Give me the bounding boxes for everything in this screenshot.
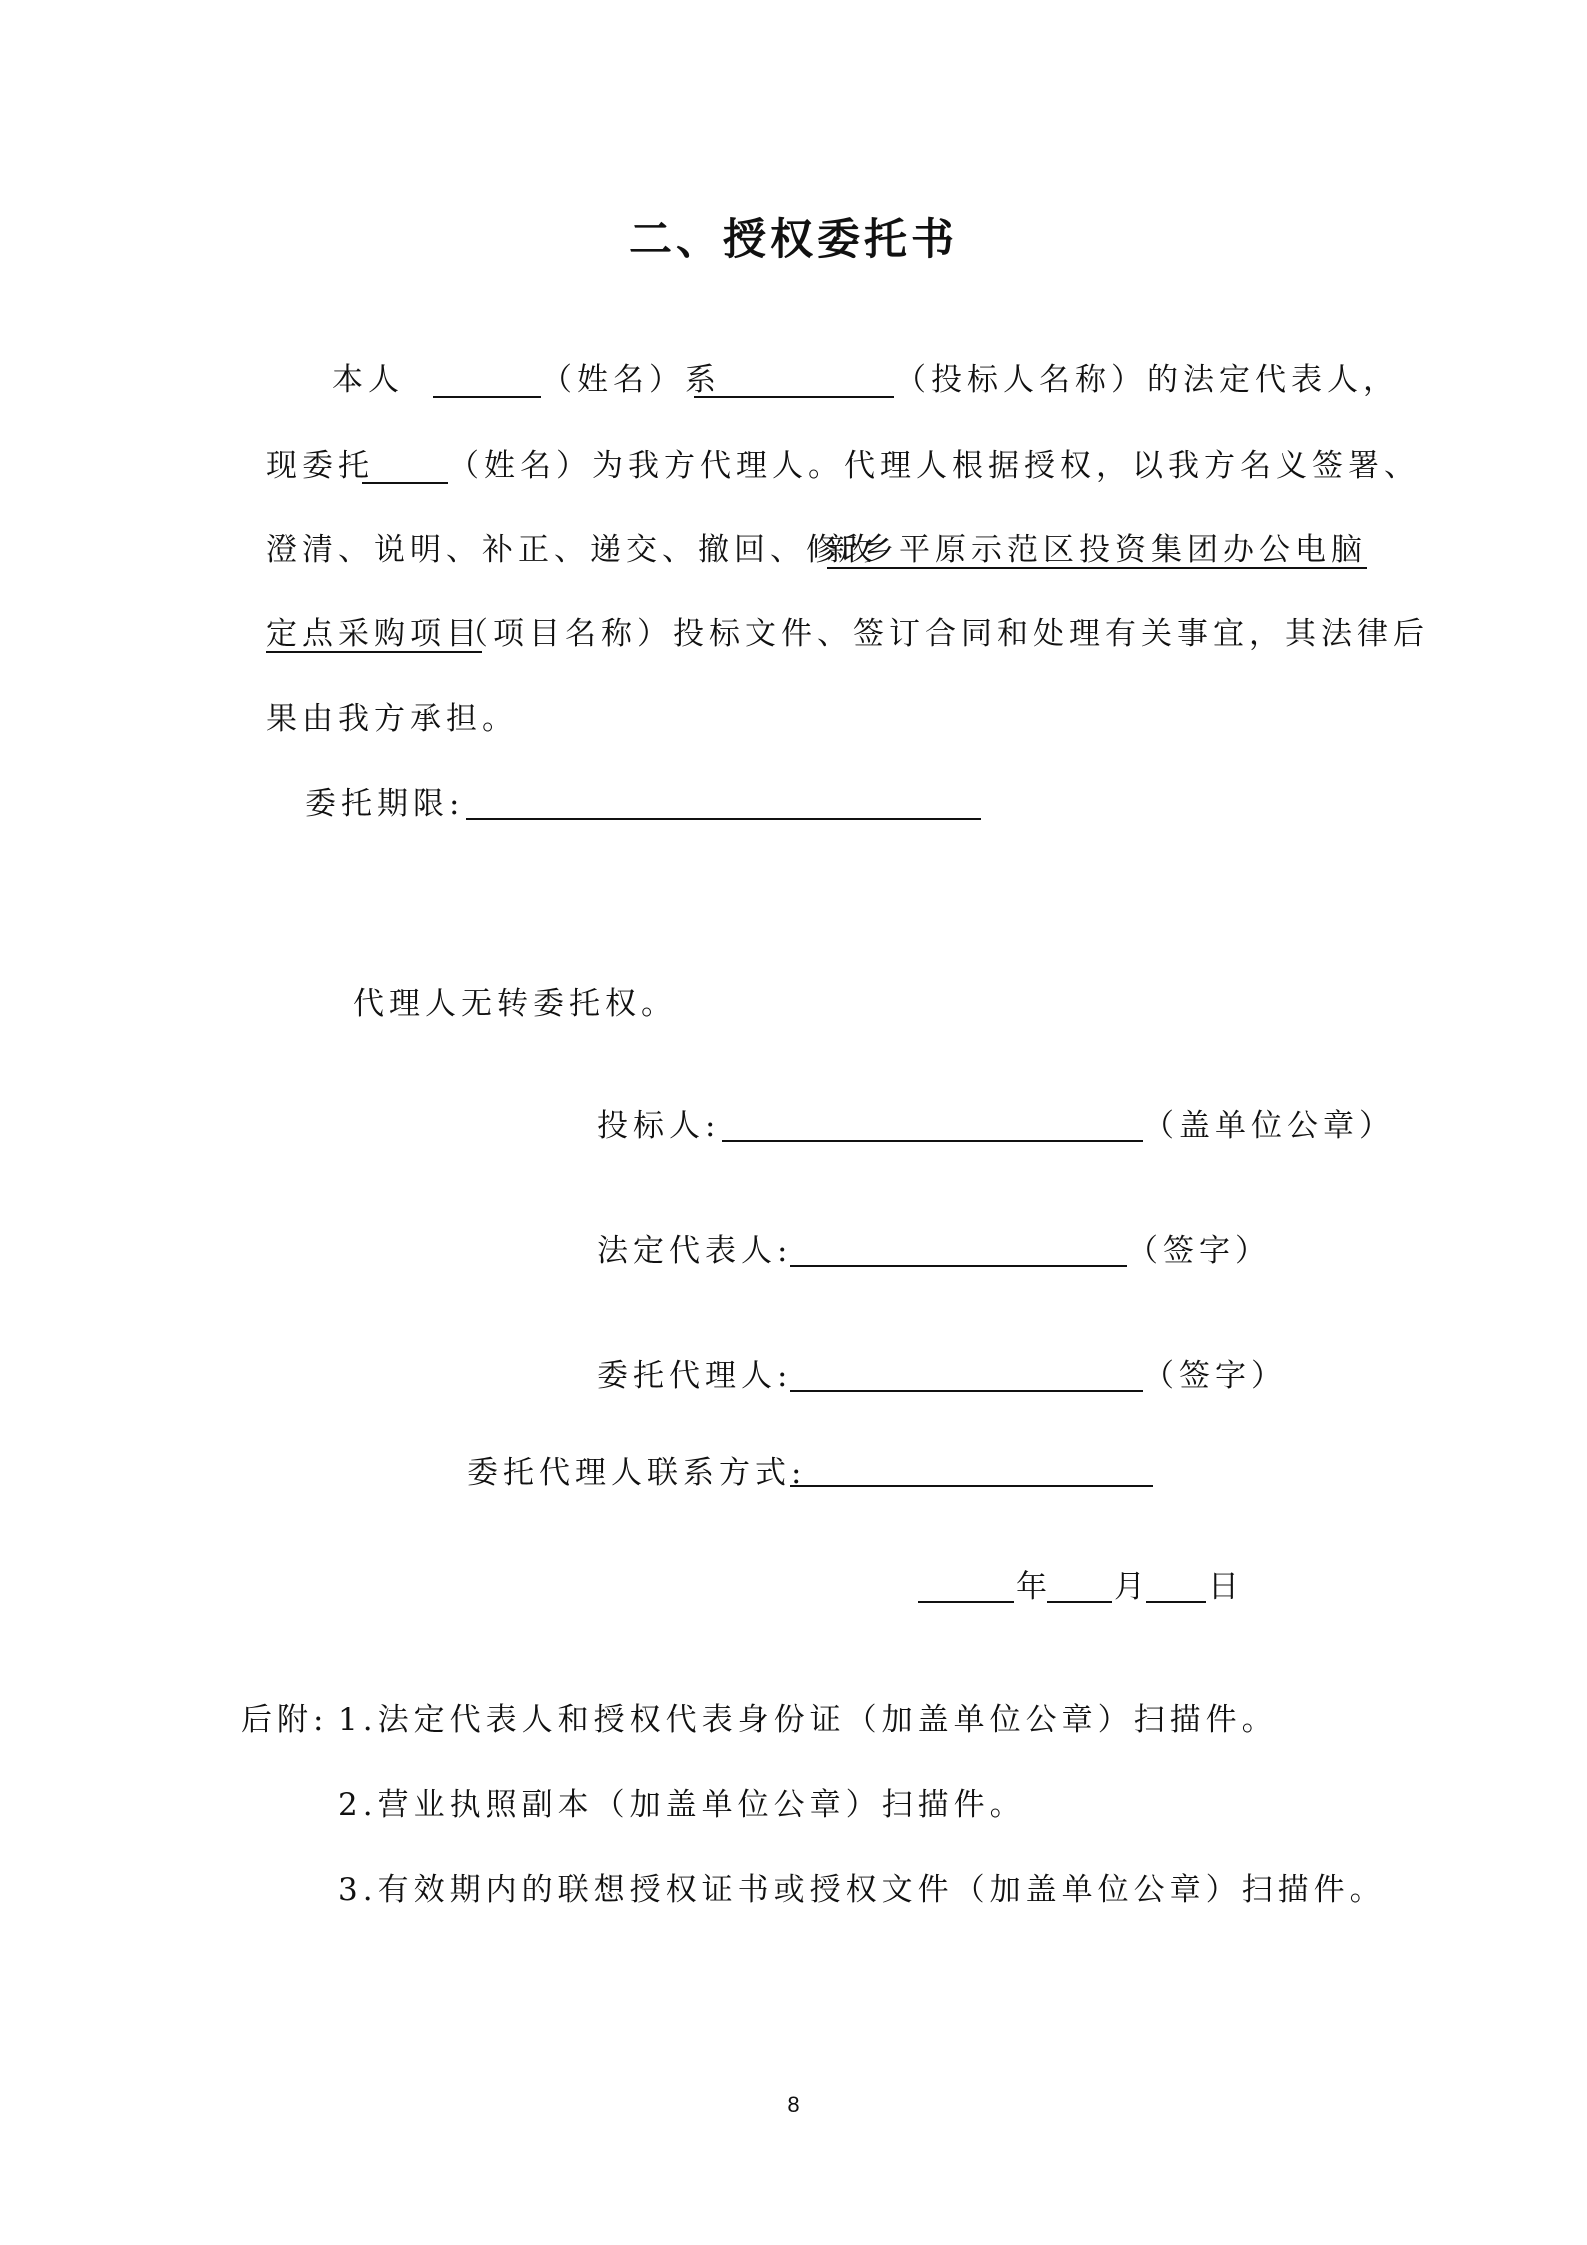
agent-sign-note: （签字） (1143, 1358, 1287, 1394)
term-label: 委托期限: (305, 786, 465, 822)
para1-line5-text: 果由我方承担。 (266, 701, 518, 737)
date-day-label: 日 (1208, 1569, 1244, 1605)
date-year-label: 年 (1016, 1569, 1052, 1605)
para1-line1-name-note: （姓名）系 (541, 362, 721, 398)
agent-contact-label: 委托代理人联系方式: (467, 1455, 807, 1491)
no-subdelegation-text: 代理人无转委托权。 (353, 986, 677, 1022)
para1-line1-bidder-note: （投标人名称）的法定代表人， (895, 362, 1399, 398)
attachment-item-3: 3.有效期内的联想授权证书或授权文件（加盖单位公章）扫描件。 (338, 1872, 1386, 1908)
bidder-label: 投标人: (597, 1108, 721, 1144)
year-blank (918, 1601, 1014, 1603)
name-blank (433, 396, 541, 398)
para1-line2-lead: 现委托 (266, 448, 374, 484)
bidder-blank (722, 1140, 1143, 1142)
legal-rep-label: 法定代表人: (597, 1233, 793, 1269)
agent-blank (790, 1390, 1143, 1392)
document-title: 二、授权委托书 (629, 215, 958, 265)
day-blank (1146, 1601, 1206, 1603)
agent-contact-blank (790, 1485, 1153, 1487)
project-name-part2: 定点采购项目 (266, 616, 482, 652)
month-blank (1047, 1601, 1112, 1603)
bidder-seal-note: （盖单位公章） (1143, 1108, 1395, 1144)
para1-line4-text: （项目名称）投标文件、签订合同和处理有关事宜，其法律后 (457, 616, 1429, 652)
attachments-label: 后附: (241, 1702, 329, 1738)
agent-name-blank (362, 482, 448, 484)
date-month-label: 月 (1114, 1569, 1150, 1605)
legal-rep-blank (790, 1265, 1127, 1267)
bidder-name-blank (694, 396, 894, 398)
term-blank (466, 818, 981, 820)
project-name-part1: 新乡平原示范区投资集团办公电脑 (827, 532, 1367, 568)
attachment-item-1: 1.法定代表人和授权代表身份证（加盖单位公章）扫描件。 (338, 1702, 1278, 1738)
page-number: 8 (787, 2092, 800, 2117)
attachment-item-2: 2.营业执照副本（加盖单位公章）扫描件。 (338, 1787, 1026, 1823)
para1-line2-text: （姓名）为我方代理人。代理人根据授权，以我方名义签署、 (448, 448, 1420, 484)
para1-line3-text: 澄清、说明、补正、递交、撤回、修改 (266, 532, 878, 568)
para1-line1-lead: 本人 (332, 362, 404, 398)
agent-label: 委托代理人: (597, 1358, 793, 1394)
legal-rep-sign-note: （签字） (1127, 1233, 1271, 1269)
